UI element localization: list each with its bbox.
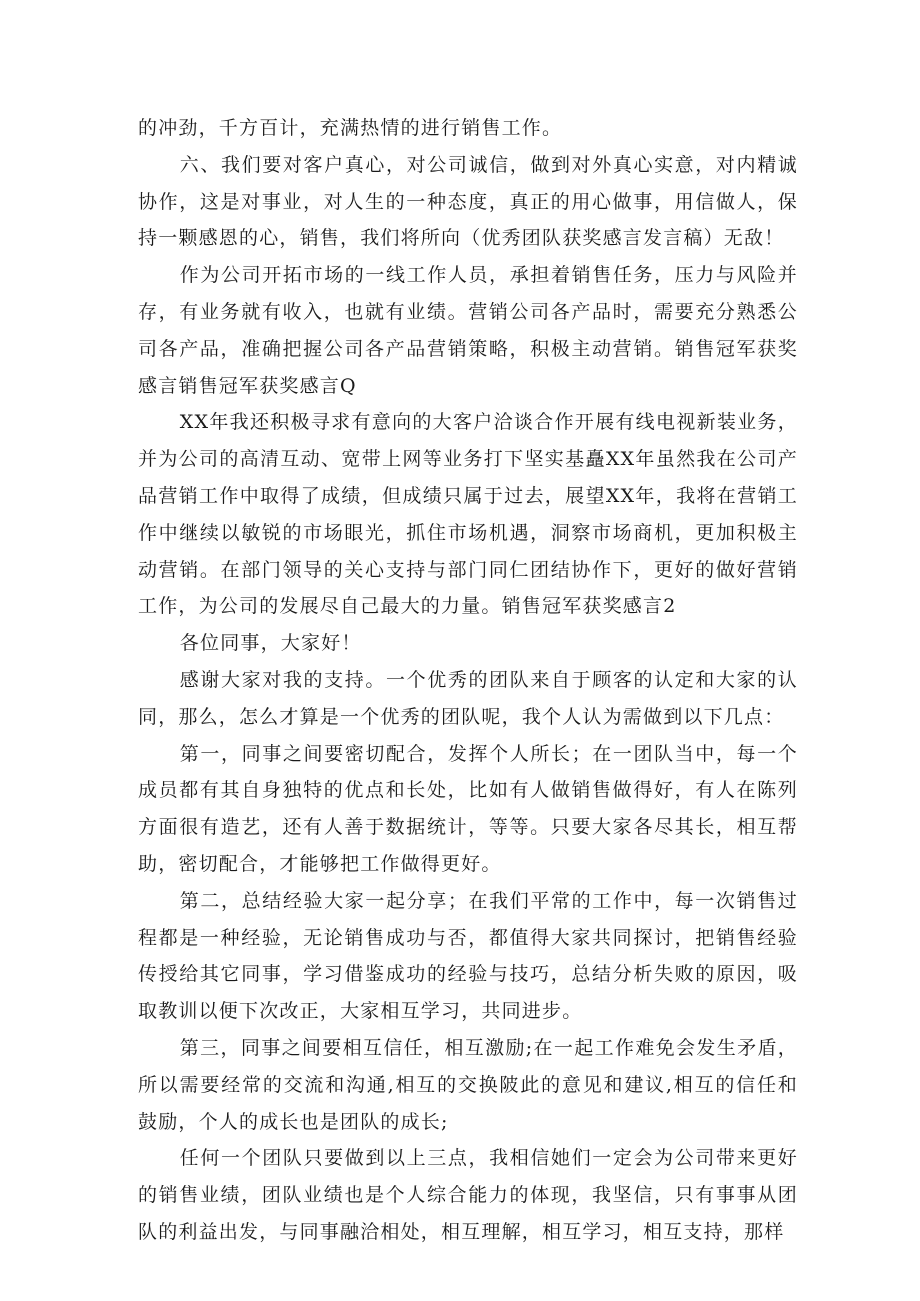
- paragraph: 六、我们要对客户真心，对公司诚信，做到对外真心实意，对内精诚协作，这是对事业，对人生的一种态度，真正的用心做事，用信做人，保持一颗感恩的心，销售，我们将所向（优秀团队获奖感言发言稿）无敌！: [138, 153, 798, 250]
- paragraph: 第三，同事之间要相互信任，相互激励;在一起工作难免会发生矛盾，所以需要经常的交流和沟通,相互的交换陂此的意见和建议,相互的信任和鼓励，个人的成长也是团队的成长;: [138, 1036, 798, 1133]
- paragraph: 第二，总结经验大家一起分享；在我们平常的工作中，每一次销售过程都是一种经验，无论销售成功与否，都值得大家共同探讨，把销售经验传授给其它同事，学习借鉴成功的经验与技巧，总结分析失败的原因，吸取教训以便下次改正，大家相互学习，共同进步。: [138, 889, 798, 1023]
- paragraph: XX年我还积极寻求有意向的大客户洽谈合作开展有线电视新装业务，并为公司的高清互动、宽带上网等业务打下坚实基矗XX年虽然我在公司产品营销工作中取得了成绩，但成绩只属于过去，展望XX年，我将在营销工作中继续以敏锐的市场眼光，抓住市场机遇，洞察市场商机，更加积极主动营销。在部门领导的关心支持与部门同仁团结协作下，更好的做好营销工作，为公司的发展尽自己最大的力量。销售冠军获奖感言2: [138, 411, 798, 618]
- paragraph: 第一，同事之间要密切配合，发挥个人所长；在一团队当中，每一个成员都有其自身独特的优点和长处，比如有人做销售做得好，有人在陈列方面很有造艺，还有人善于数据统计，等等。只要大家各尽其长，相互帮助，密切配合，才能够把工作做得更好。: [138, 742, 798, 875]
- paragraph: 感谢大家对我的支持。一个优秀的团队来自于顾客的认定和大家的认同，那么，怎么才算是一个优秀的团队呢，我个人认为需做到以下几点：: [138, 668, 798, 728]
- document-body: [138, 110, 798, 1251]
- paragraph-continued: 的冲劲，千方百计，充满热情的进行销售工作。: [138, 117, 563, 139]
- paragraph: 作为公司开拓市场的一线工作人员，承担着销售任务，压力与风险并存，有业务就有收入，也就有业绩。营销公司各产品时，需要充分熟悉公司各产品，准确把握公司各产品营销策略，积极主动营销。销售冠军获奖感言销售冠军获奖感言Q: [138, 264, 798, 397]
- paragraph-greeting: 各位同事，大家好！: [179, 632, 362, 655]
- paragraph: 任何一个团队只要做到以上三点，我相信她们一定会为公司带来更好的销售业绩，团队业绩也是个人综合能力的体现，我坚信，只有事事从团队的利益出发，与同事融洽相处，相互理解，相互学习，相互支持，那样: [138, 1147, 798, 1243]
